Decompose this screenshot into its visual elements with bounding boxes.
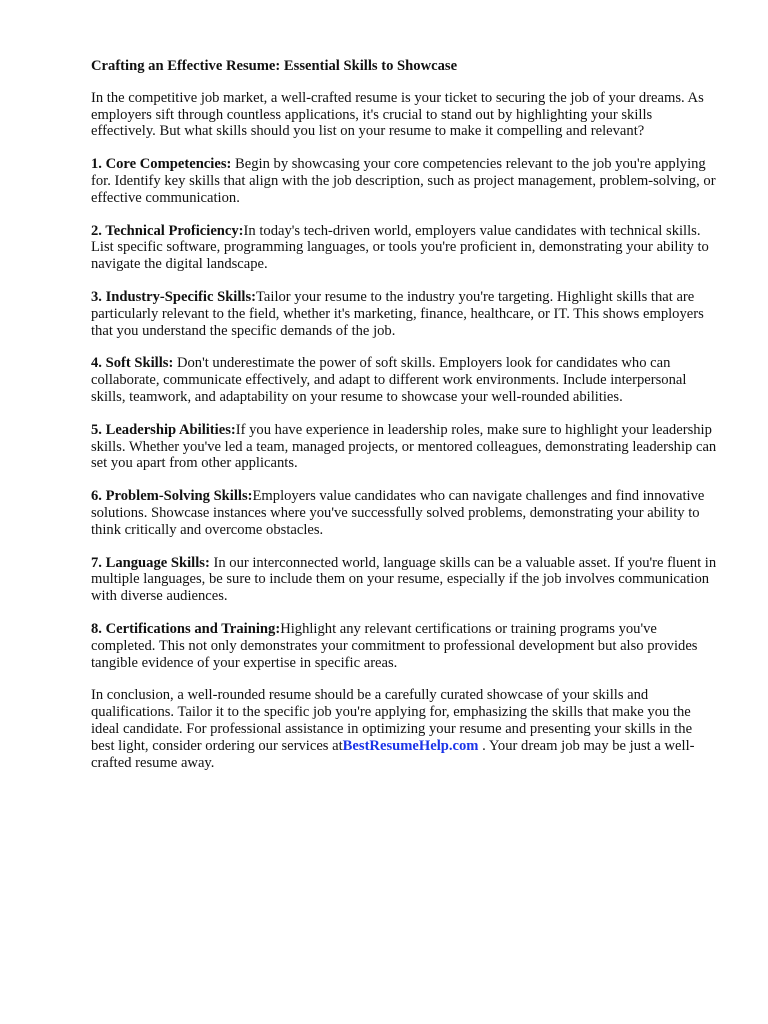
section-heading: 1. Core Competencies: (91, 156, 232, 173)
section-core-competencies (91, 156, 717, 206)
conclusion-paragraph (91, 687, 717, 771)
section-heading: 5. Leadership Abilities: (91, 421, 236, 438)
conclusion-text-end: . Your dream job may be just a well-crafted resume away. (91, 737, 695, 771)
section-problem-solving-skills (91, 488, 717, 538)
section-certifications-and-training (91, 621, 717, 671)
section-text: Don't underestimate the power of soft skills. Employers look for candidates who can collaborate, communicate effectively, and adapt to different work environments. Include interpersonal skills, teamwork, and adaptability on your resume to showcase your well-rounded abilities. (91, 355, 687, 405)
intro-paragraph: In the competitive job market, a well-crafted resume is your ticket to securing the job of your dreams. As employers sift through countless applications, it's crucial to stand out by highlighting your skills effectively. But what skills should you list on your resume to make it compelling and relevant? (91, 89, 704, 140)
section-text: Highlight any relevant certifications or training programs you've completed. This not only demonstrates your commitment to professional development but also provides tangible evidence of your expertise in specific areas. (91, 620, 698, 671)
section-industry-specific-skills (91, 289, 717, 339)
section-heading: 3. Industry-Specific Skills: (91, 288, 257, 305)
section-heading: 6. Problem-Solving Skills: (91, 488, 253, 505)
section-leadership-abilities (91, 422, 717, 472)
section-text: In our interconnected world, language skills can be a valuable asset. If you're fluent in multiple languages, be sure to include them on your resume, especially if the job involves communication with diverse audiences. (91, 554, 717, 605)
section-heading: 4. Soft Skills: (91, 355, 174, 372)
conclusion-text: In conclusion, a well-rounded resume should be a carefully curated showcase of your skills and qualifications. Tailor it to the specific job you're applying for, emphasizing the skills that make you the ideal candidate. For professional assistance in optimizing your resume and presenting your skills in the best light, consider ordering our services at (91, 687, 693, 754)
section-soft-skills (91, 355, 717, 405)
section-text: Employers value candidates who can navigate challenges and find innovative solutions. Showcase instances where you've successfully solved problems, demonstrating your ability to think critically and overcome obstacles. (91, 488, 705, 538)
document-title: Crafting an Effective Resume: Essential Skills to Showcase (91, 58, 458, 74)
best-resume-help-link[interactable]: BestResumeHelp.com (342, 737, 479, 754)
section-heading: 8. Certifications and Training: (91, 620, 281, 637)
section-text: Begin by showcasing your core competencies relevant to the job you're applying for. Identify key skills that align with the job description, such as project management, problem-solving, or effective communication. (91, 156, 716, 206)
section-heading: 2. Technical Proficiency: (91, 222, 244, 239)
section-text: In today's tech-driven world, employers value candidates with technical skills. List specific software, programming languages, or tools you're proficient in, demonstrating your ability to navigate the digital landscape. (91, 222, 709, 273)
section-text: If you have experience in leadership roles, make sure to highlight your leadership skills. Whether you've led a team, managed projects, or mentored colleagues, demonstrating leadership can set you apart from other applicants. (91, 421, 717, 472)
section-heading: 7. Language Skills: (91, 554, 210, 571)
document-page (91, 58, 717, 787)
section-language-skills (91, 555, 717, 605)
section-text: Tailor your resume to the industry you're targeting. Highlight skills that are particularly relevant to the field, whether it's marketing, finance, healthcare, or IT. This shows employers that you understand the specific demands of the job. (91, 288, 704, 339)
section-technical-proficiency (91, 223, 717, 273)
